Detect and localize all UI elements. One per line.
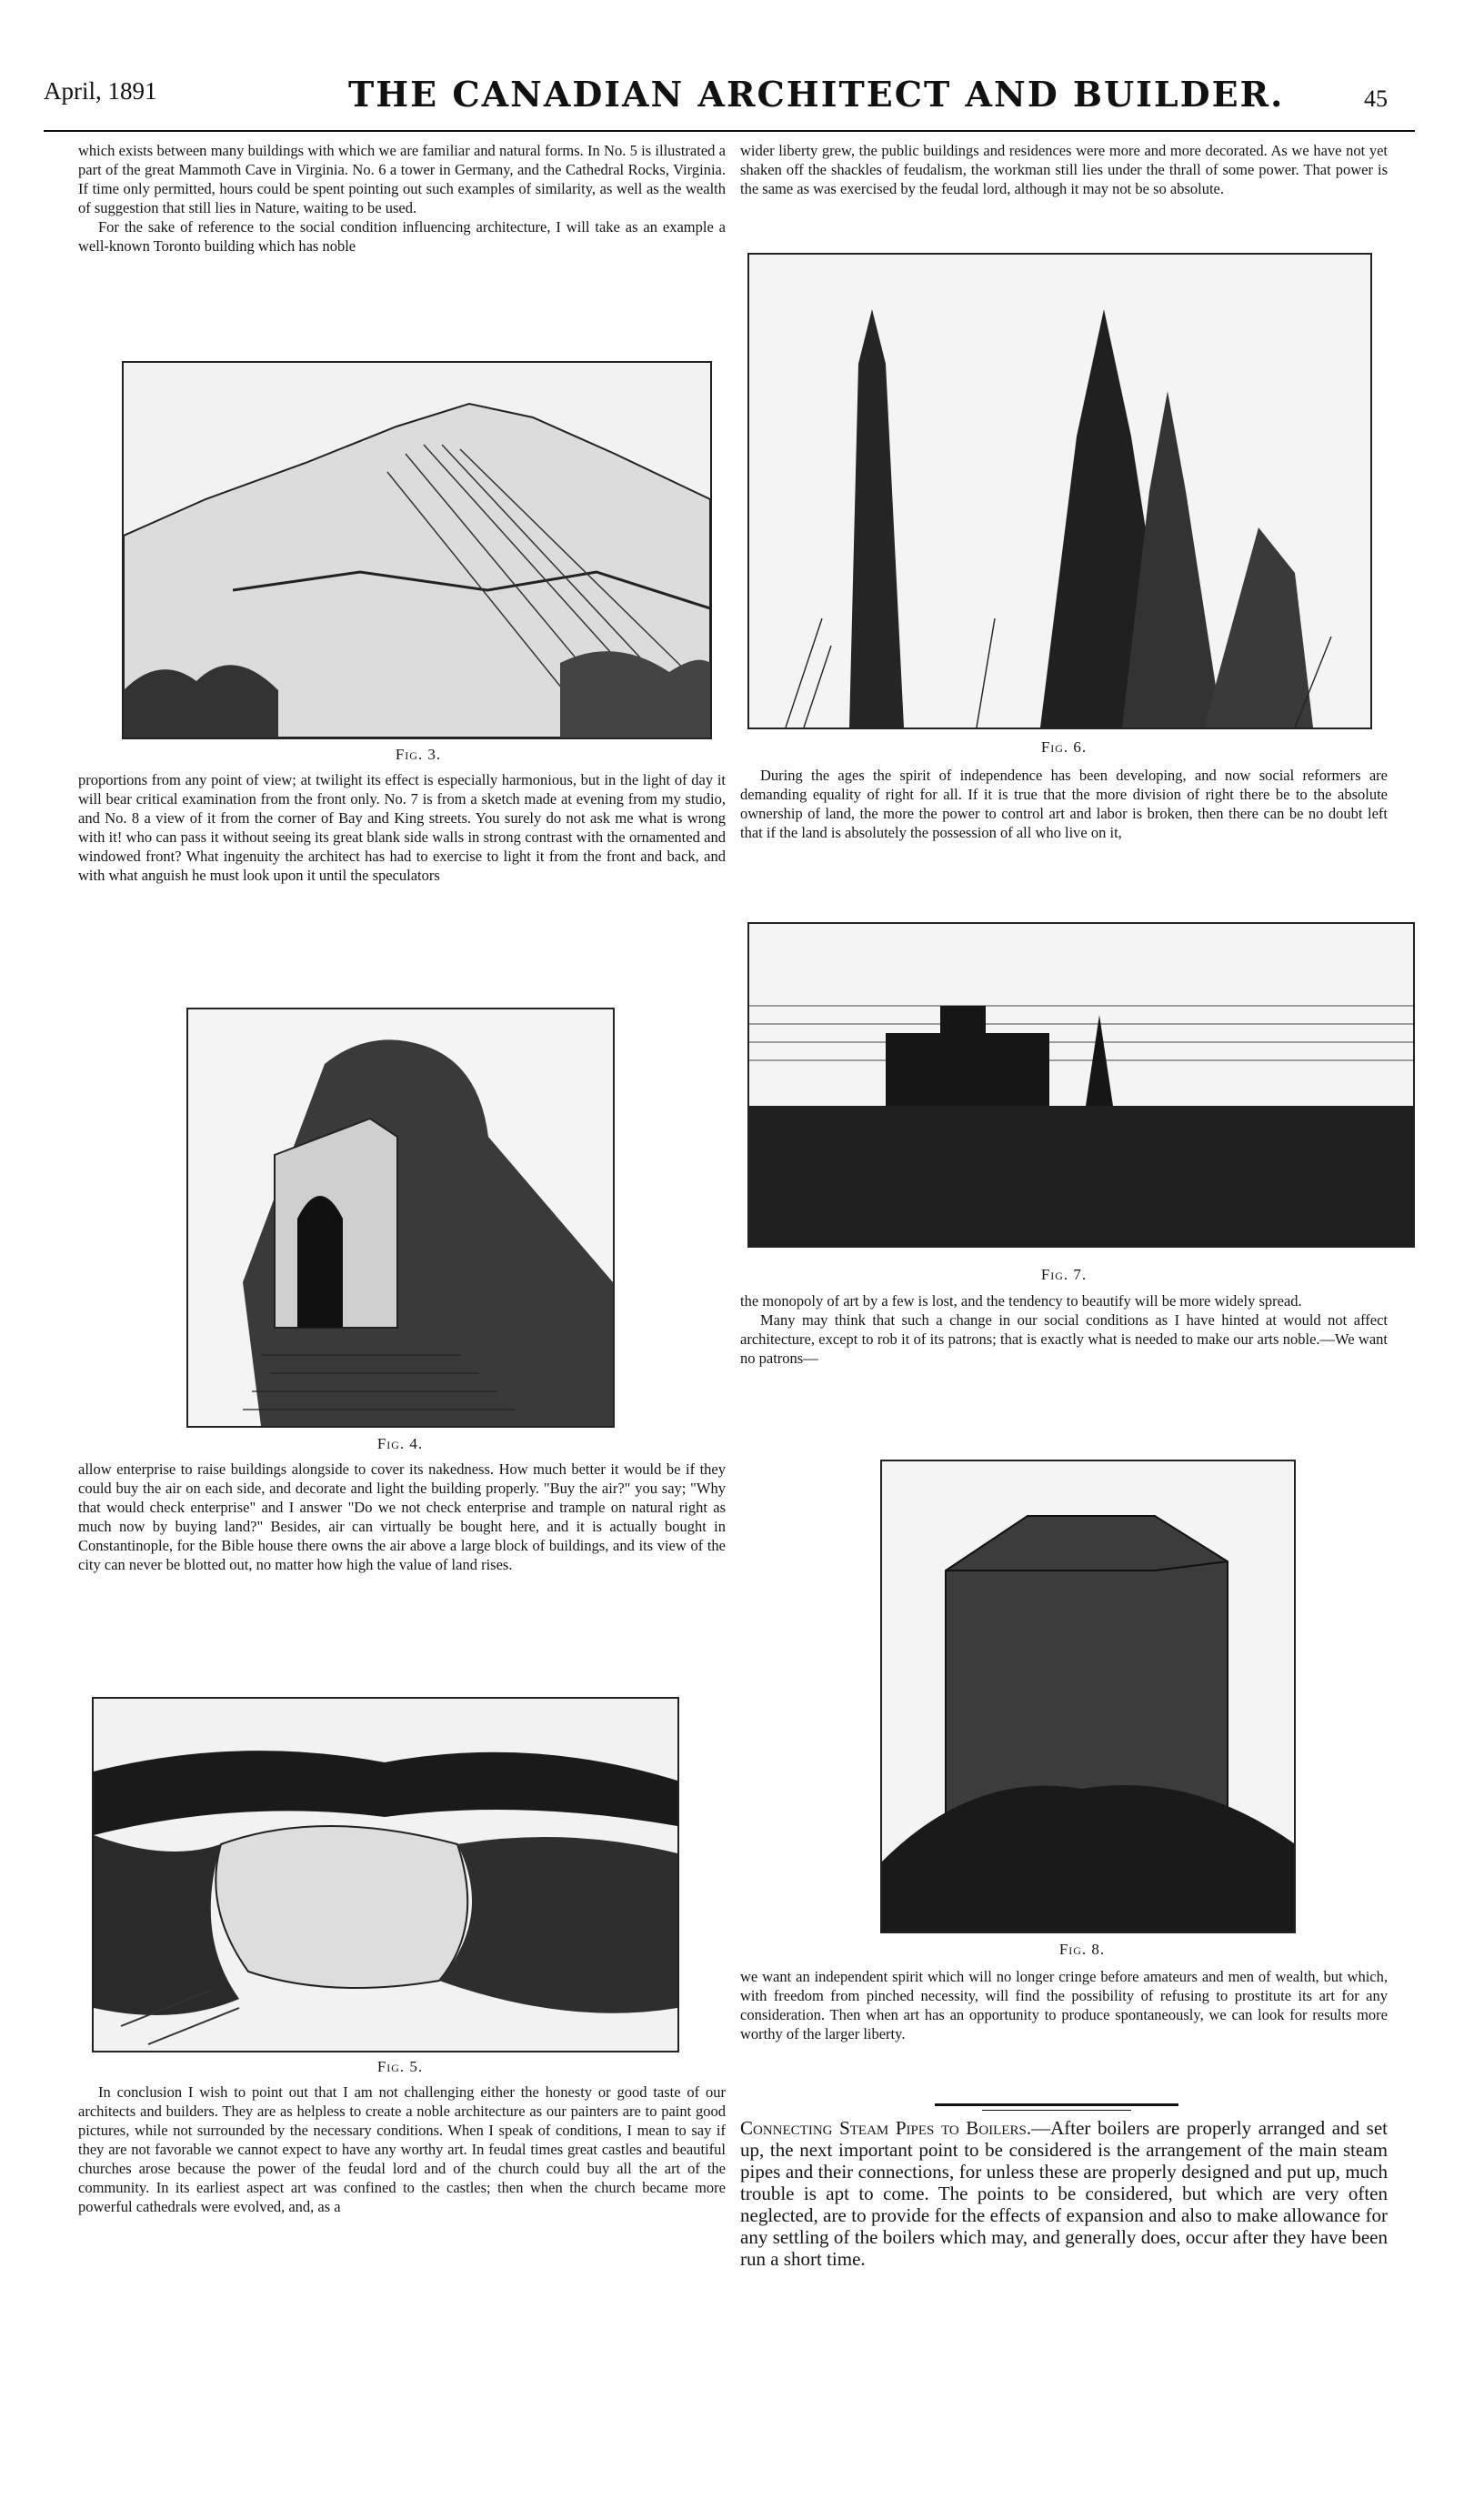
figure-3-mountain-sketch [122,361,712,739]
left-p2-text: For the sake of reference to the social condition influencing architecture, I will take as an example a well-known Toronto building which has noble [78,218,726,255]
article-separator-rule [935,2103,1178,2106]
right-paragraph-3 [740,1291,1388,1368]
header-rule [44,130,1415,132]
article-heading: Connecting Steam Pipes to Boilers. [740,2117,1032,2139]
figure-4-caption: Fig. 4. [376,1435,424,1452]
left-paragraph-1 [78,141,726,256]
figure-8-caption: Fig. 8. [1058,1941,1106,1958]
page-number: 45 [1364,85,1388,112]
figure-5-caption: Fig. 5. [376,2058,424,2075]
article-separator-rule-2 [982,2110,1131,2111]
figure-6-caption: Fig. 6. [1040,738,1088,756]
figure-7-building-silhouette-sketch [747,922,1415,1248]
masthead-title: THE CANADIAN ARCHITECT AND BUILDER. [348,74,1285,115]
right-paragraph-2: During the ages the spirit of independence has been developing, and now social reformers are demanding equality of right for all. If it is true that the more division of right there be to the absolute ownership of land, the more the power to control art and labor is broken, then there can be no doubt left that if the land is absolutely the possession of all who live on it, [740,767,1388,841]
article-body: —After boilers are properly arranged and set up, the next important point to be considered is the arrangement of the main steam pipes and their connections, for unless these are properly designed and put up, much trouble is apt to come. The points to be considered, but which are very often neglected, are to provide for the effects of expansion and also to make allowance for any settling of the boilers which may, and generally does, occur after they have been run a short time. [740,2117,1389,2270]
left-paragraph-4: allow enterprise to raise buildings alongside to cover its nakedness. How much better it would be if they could buy the air on each side, and decorate and light the building properly. "Buy the air?" you say; "Why that would check enterprise" and I answer "Do we not check enterprise and trample on natural right as much now by buying land?" Besides, air can virtually be bought here, and it is actually bought in Constantinople, for the Bible house there owns the air above a large block of buildings, and its view of the city can never be blotted out, no matter how high the value of land rises. [78,1460,726,1573]
figure-4-arch-ruin-sketch [186,1008,615,1428]
steam-pipes-article [740,2117,1388,2270]
figure-3-caption: Fig. 3. [395,746,442,763]
figure-7-caption: Fig. 7. [1040,1266,1088,1283]
right-paragraph-5: we want an independent spirit which will no longer cringe before amateurs and men of wealth, but which, with freedom from pinched necessity, will find the possibility of refusing to prostitute its art for any consideration. Then when art has an opportunity to produce spontaneously, we can look for results more worthy of the larger liberty. [740,1968,1388,2042]
left-paragraph-3: proportions from any point of view; at twilight its effect is especially harmonious, but in the light of day it will bear critical examination from the front only. No. 7 is from a sketch made at evening from my studio, and No. 8 a view of it from the corner of Bay and King streets. You surely do not ask me what is wrong with it! who can pass it without seeing its great blank side walls in strong contrast with the ornamented and windowed front? What ingenuity the architect has had to exercise to light it from the front and back, and with what anguish he must look upon it until the speculators [78,771,726,884]
left-paragraph-5: In conclusion I wish to point out that I am not challenging either the honesty or good taste of our architects and builders. They are as helpless to create a noble architecture as our painters are to paint good pictures, while not surrounded by the necessary conditions. When I speak of conditions, I mean to say if they are not favorable we cannot expect to have any worthy art. In feudal times great castles and beautiful churches arose because the power of the feudal lord and of the church could buy all the art of the community. In its earliest aspect art was confined to the castles; then when the church became more powerful cathedrals were evolved, and, as a [78,2083,726,2215]
figure-8-tall-building-sketch [880,1460,1296,1933]
right-paragraph-1: wider liberty grew, the public buildings and residences were more and more decorated. As we have not yet shaken off the shackles of feudalism, the workman still lies under the thrall of some power. That power is the same as was exercised by the feudal lord, although it may not be so absolute. [740,142,1388,197]
figure-5-cave-sketch [92,1697,679,2052]
right-p4-text: Many may think that such a change in our social conditions as I have hinted at would not affect architecture, except to rob it of its patrons; that is exactly what is needed to make our arts noble.—We want no patrons— [740,1311,1388,1367]
figure-6-cathedral-rocks-sketch [747,253,1372,729]
right-p3-text: the monopoly of art by a few is lost, and the tendency to beautify will be more widely spread. [740,1292,1302,1310]
left-p1-text: which exists between many buildings with which we are familiar and natural forms. In No. 5 is illustrated a part of the great Mammoth Cave in Virginia. No. 6 a tower in Germany, and the Cathedral Rocks, Virginia. If time only permitted, hours could be spent pointing out such examples of similarity, as well as the wealth of suggestion that still lies in Nature, waiting to be used. [78,142,726,216]
issue-date: April, 1891 [44,77,157,105]
